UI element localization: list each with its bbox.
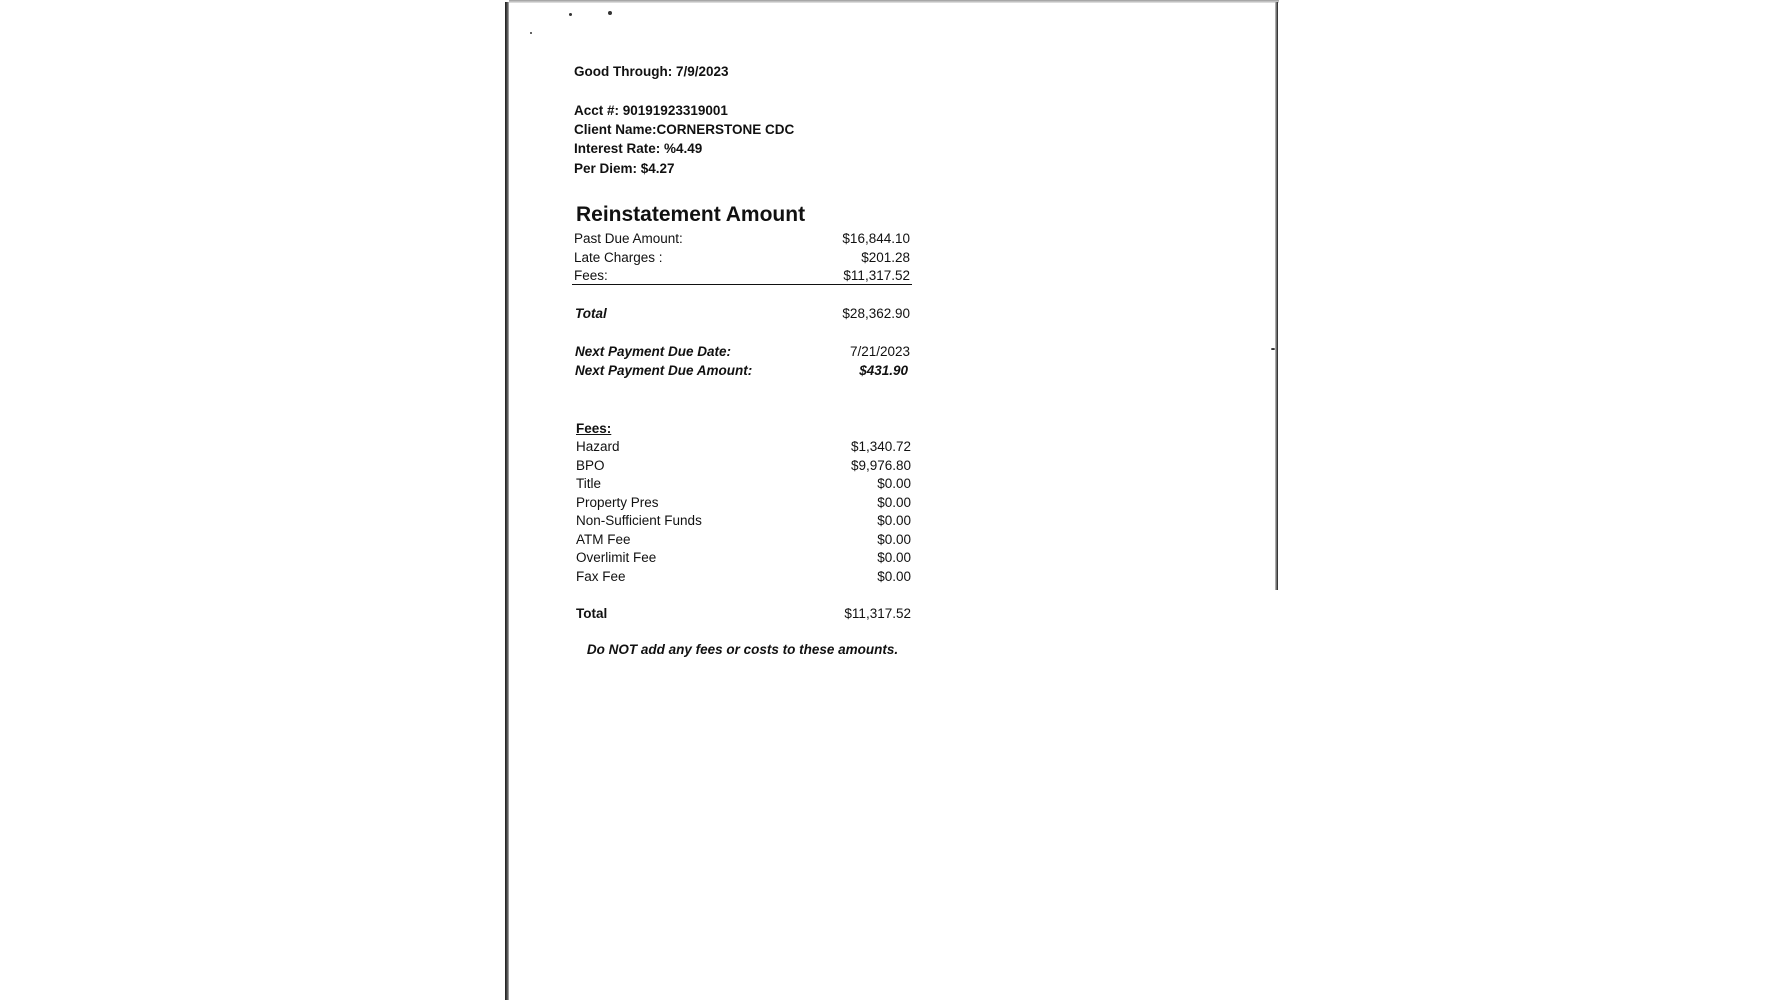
fee-row-value: $0.00 (877, 513, 911, 528)
fee-row-label: BPO (576, 458, 605, 473)
fees-label: Fees: (574, 268, 608, 283)
fee-row-value: $1,340.72 (850, 439, 911, 454)
fee-row-label: Fax Fee (576, 569, 626, 584)
page-top-edge (509, 0, 1279, 3)
interest-rate: Interest Rate: %4.49 (574, 141, 703, 156)
scan-speck (530, 32, 532, 34)
fee-row-value: $0.00 (877, 532, 911, 547)
fee-row-label: Property Pres (576, 495, 659, 510)
fee-row-label: Hazard (576, 439, 620, 454)
total-value: $28,362.90 (842, 306, 910, 321)
next-due-amount-label: Next Payment Due Amount: (575, 363, 753, 378)
fee-row-label: ATM Fee (576, 532, 631, 547)
next-due-date-label: Next Payment Due Date: (575, 344, 732, 359)
fee-row-value: $0.00 (877, 476, 911, 491)
fee-row-value: $9,976.80 (850, 458, 911, 473)
past-due-label: Past Due Amount: (574, 231, 683, 246)
total-label: Total (575, 306, 607, 321)
fee-row-label: Non-Sufficient Funds (576, 513, 702, 528)
fee-row-value: $0.00 (877, 495, 911, 510)
per-diem: Per Diem: $4.27 (574, 161, 675, 176)
account-number: Acct #: 90191923319001 (574, 103, 728, 118)
section-title: Reinstatement Amount (576, 203, 806, 226)
page-left-edge (505, 2, 509, 1000)
past-due-value: $16,844.10 (842, 231, 910, 246)
fee-row-value: $0.00 (877, 569, 911, 584)
fees-section-title: Fees: (576, 421, 612, 436)
client-name: Client Name:CORNERSTONE CDC (574, 122, 795, 137)
fee-row-label: Overlimit Fee (576, 550, 657, 565)
next-due-amount-value: $431.90 (859, 363, 908, 378)
disclaimer-note: Do NOT add any fees or costs to these amounts. (586, 642, 899, 657)
scan-speck (1271, 348, 1275, 350)
page-right-edge (1275, 2, 1278, 590)
scan-speck (608, 11, 612, 15)
fees-value: $11,317.52 (843, 268, 910, 283)
scan-speck (569, 13, 572, 16)
good-through: Good Through: 7/9/2023 (574, 64, 729, 79)
fees-total-label: Total (576, 606, 608, 621)
late-charges-value: $201.28 (861, 250, 910, 265)
divider (572, 284, 912, 285)
fees-total-value: $11,317.52 (844, 606, 911, 621)
late-charges-label: Late Charges : (574, 250, 663, 265)
fee-row-value: $0.00 (877, 550, 911, 565)
fee-row-label: Title (576, 476, 602, 491)
next-due-date-value: 7/21/2023 (849, 344, 910, 359)
